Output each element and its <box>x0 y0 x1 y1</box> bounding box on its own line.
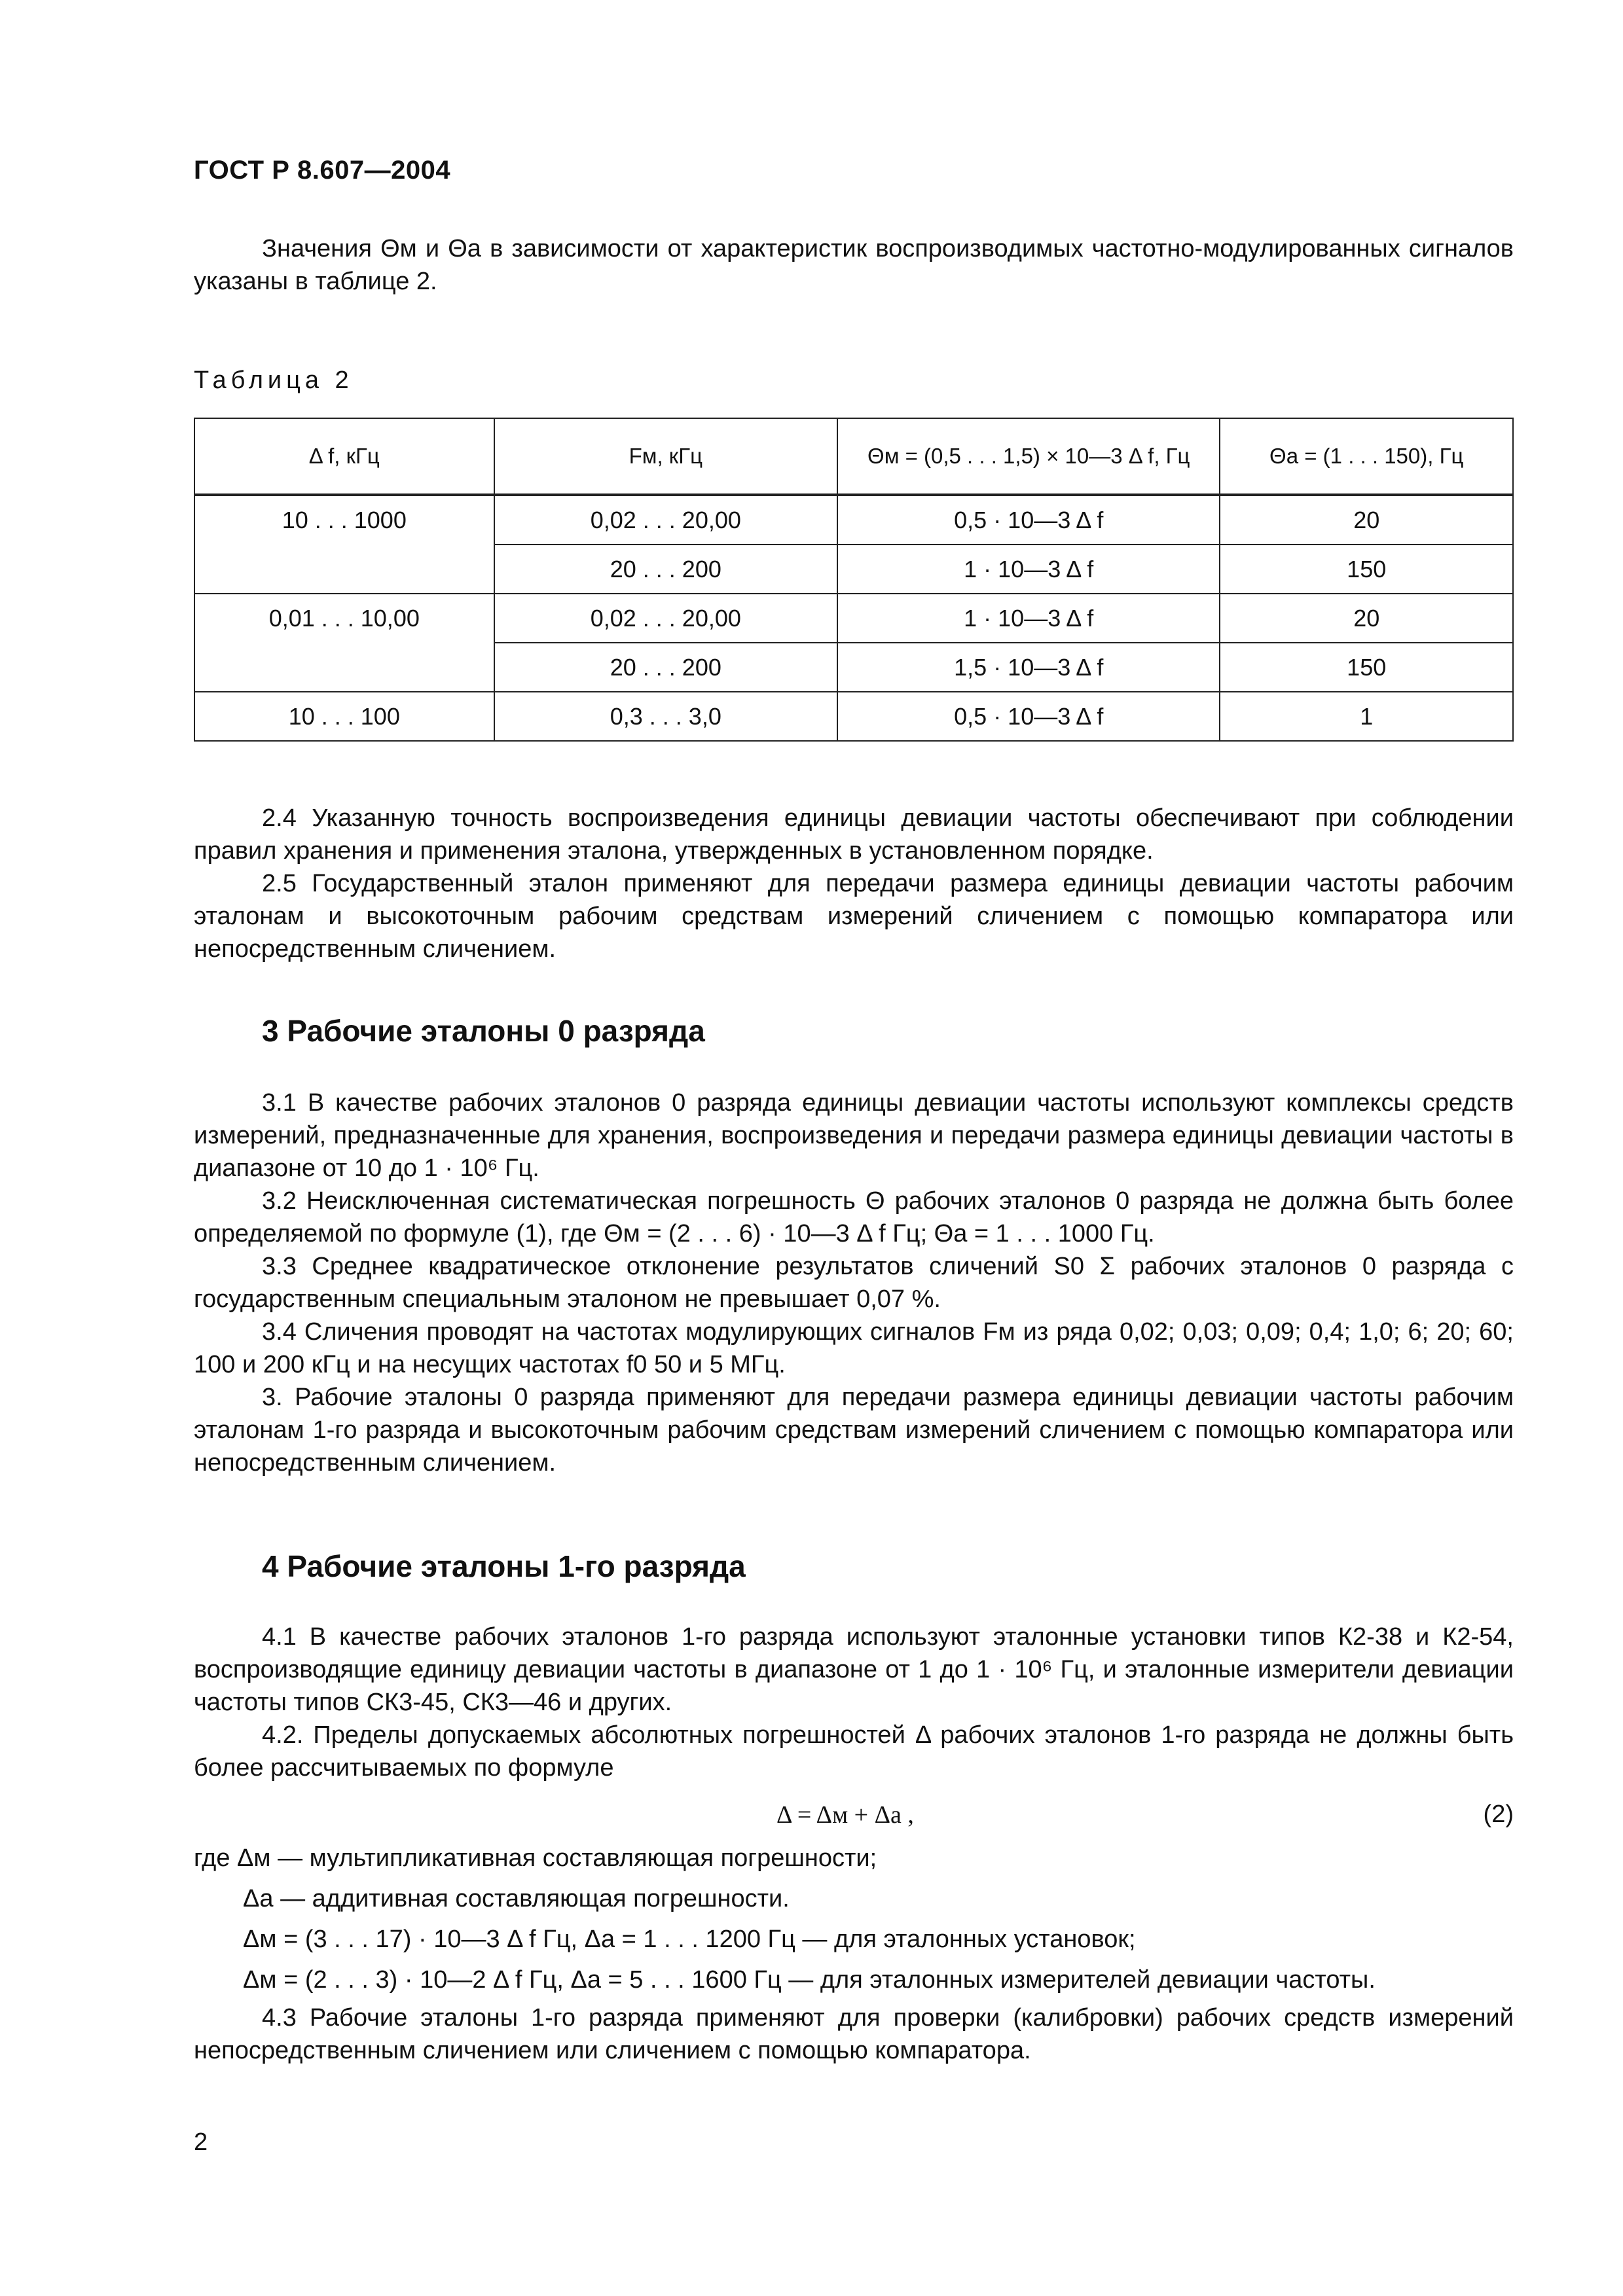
clause-3-2: 3.2 Неисключенная систематическая погрешность Θ рабочих эталонов 0 разряда не должна быть более определяемой по формуле (1), где Θм = (2 . . . 6) · 10—3 Δ f Гц; Θа = 1 . . . 1000 Гц. <box>194 1187 1514 1247</box>
table-cell: 1,5 · 10—3 Δ f <box>837 643 1220 692</box>
table-cell: 10 . . . 1000 <box>194 495 494 545</box>
table-cell: 20 <box>1220 594 1513 643</box>
document-code: ГОСТ Р 8.607—2004 <box>194 156 451 185</box>
header-cell: Θм = (0,5 . . . 1,5) × 10—3 Δ f, Гц <box>837 418 1220 495</box>
table-cell: 0,5 · 10—3 Δ f <box>837 692 1220 741</box>
header-cell: Fм, кГц <box>494 418 837 495</box>
table-cell: 10 . . . 100 <box>194 692 494 741</box>
clause-3-1: 3.1 В качестве рабочих эталонов 0 разряда единицы девиации частоты используют комплексы средств измерений, предназначенные для хранения, воспроизведения и передачи размера единицы девиации частоты в диапазоне от 10 до 1 · 10⁶ Гц. <box>194 1089 1514 1182</box>
clause-2-4: 2.4 Указанную точность воспроизведения единицы девиации частоты обеспечивают при соблюдении правил хранения и применения эталона, утвержденных в установленном порядке. <box>194 804 1514 865</box>
clause-3-5: 3. Рабочие эталоны 0 разряда применяют для передачи размера единицы девиации частоты рабочим эталонам 1-го разряда и высокоточным рабочим средствам измерений сличением с помощью компаратора или непосредственным сличением. <box>194 1384 1514 1477</box>
formula-2 <box>194 1801 1514 1833</box>
formula-text: Δ = Δм + Δа , <box>776 1801 914 1829</box>
table-cell: 1 <box>1220 692 1513 741</box>
clause-2-5: 2.5 Государственный эталон применяют для передачи размера единицы девиации частоты рабочим эталонам и высокоточным рабочим средствам измерений сличением с помощью компаратора или непосредственным сличением. <box>194 870 1514 963</box>
header-cell: Θа = (1 . . . 150), Гц <box>1220 418 1513 495</box>
clause-2-paragraphs <box>194 802 1514 965</box>
table-cell: 1 · 10—3 Δ f <box>837 594 1220 643</box>
page-number: 2 <box>194 2128 208 2156</box>
table-cell <box>194 545 494 594</box>
table-cell: 0,02 . . . 20,00 <box>494 495 837 545</box>
table-row <box>194 594 1513 643</box>
limit-line-2: Δм = (2 . . . 3) · 10—2 Δ f Гц, Δа = 5 . . . 1600 Гц — для эталонных измерителей девиации частоты. <box>243 1966 1376 1994</box>
clause-4-1: 4.1 В качестве рабочих эталонов 1-го разряда используют эталонные установки типов К2-38 и К2-54, воспроизводящие единицу девиации частоты в диапазоне от 1 до 1 · 10⁶ Гц, и эталонные измерители девиации частоты типов СК3-45, СК3—46 и других. <box>194 1623 1514 1716</box>
table-cell: 150 <box>1220 545 1513 594</box>
table-cell <box>194 643 494 692</box>
table-cell: 20 <box>1220 495 1513 545</box>
table-row <box>194 545 1513 594</box>
table-cell: 0,3 . . . 3,0 <box>494 692 837 741</box>
formula-number: (2) <box>1483 1801 1514 1828</box>
table-cell: 20 . . . 200 <box>494 643 837 692</box>
table-row <box>194 643 1513 692</box>
clause-3-4: 3.4 Сличения проводят на частотах модулирующих сигналов Fм из ряда 0,02; 0,03; 0,09; 0,4; 1,0; 6; 20; 60; 100 и 200 кГц и на несущих частотах f0 50 и 5 МГц. <box>194 1318 1514 1378</box>
table-caption: Таблица 2 <box>194 367 354 394</box>
intro-paragraph <box>194 232 1514 298</box>
clause-4-3-block <box>194 2001 1514 2067</box>
table-row <box>194 692 1513 741</box>
header-cell: Δ f, кГц <box>194 418 494 495</box>
section-3-title: 3 Рабочие эталоны 0 разряда <box>262 1014 705 1048</box>
table-2 <box>194 418 1514 742</box>
clause-4-2: 4.2. Пределы допускаемых абсолютных погрешностей Δ рабочих эталонов 1-го разряда не должны быть более рассчитываемых по формуле <box>194 1721 1514 1782</box>
table-row <box>194 495 1513 545</box>
limit-line-1: Δм = (3 . . . 17) · 10—3 Δ f Гц, Δа = 1 . . . 1200 Гц — для эталонных установок; <box>243 1926 1136 1953</box>
section-4-paragraphs <box>194 1621 1514 1784</box>
table-cell: 20 . . . 200 <box>494 545 837 594</box>
where-line-1: где Δм — мультипликативная составляющая погрешности; <box>194 1844 877 1872</box>
intro-text: Значения Θм и Θа в зависимости от характеристик воспроизводимых частотно-модулированных сигналов указаны в таблице 2. <box>194 235 1514 295</box>
section-3-paragraphs <box>194 1086 1514 1479</box>
where-line-2: Δа — аддитивная составляющая погрешности. <box>243 1885 790 1912</box>
section-4-title: 4 Рабочие эталоны 1-го разряда <box>262 1549 746 1583</box>
table-cell: 1 · 10—3 Δ f <box>837 545 1220 594</box>
table-header-row <box>194 418 1513 495</box>
table-cell: 0,02 . . . 20,00 <box>494 594 837 643</box>
table-cell: 0,5 · 10—3 Δ f <box>837 495 1220 545</box>
clause-4-3: 4.3 Рабочие эталоны 1-го разряда применяют для проверки (калибровки) рабочих средств измерений непосредственным сличением или сличением с помощью компаратора. <box>194 2004 1514 2064</box>
clause-3-3: 3.3 Среднее квадратическое отклонение результатов сличений S0 Σ рабочих эталонов 0 разряда с государственным специальным эталоном не превышает 0,07 %. <box>194 1253 1514 1313</box>
table-cell: 150 <box>1220 643 1513 692</box>
table-cell: 0,01 . . . 10,00 <box>194 594 494 643</box>
